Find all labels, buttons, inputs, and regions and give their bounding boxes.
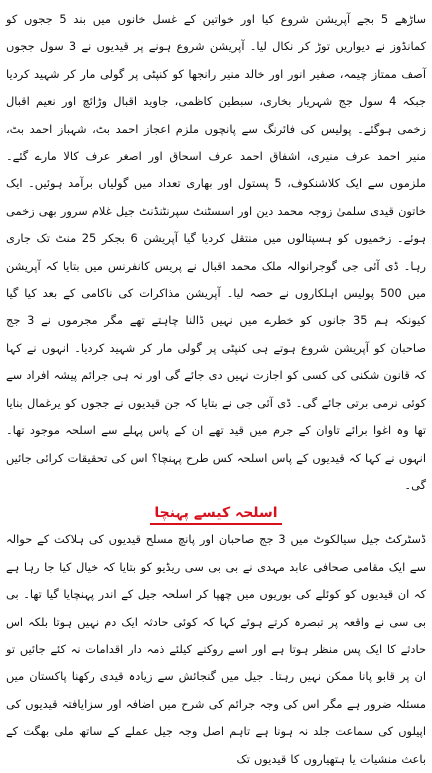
subheading-container xyxy=(6,499,426,525)
article-paragraph-operation: ساڑھے 5 بجے آپریشن شروع کیا اور خواتین کے غسل خانوں میں بند 5 ججوں کو کمانڈوز نے دیواریں توڑ کر نکال لیا۔ آپریشن شروع ہونے پر قیدیوں نے 3 سول ججوں آصف ممتاز چیمہ، صفیر انور اور خالد منیر رانجھا کو کنپٹی پر گولی مار کر شہید کردیا جبکہ 4 سول جج شہریار بخاری، سبطین کاظمی، جاوید اقبال وڑائچ اور نعیم اقبال زخمی ہوگئے۔ پولیس کی فائرنگ سے پانچوں ملزم اعجاز احمد بٹ، شہباز احمد بٹ، منیر احمد عرف منیری، اشفاق احمد عرف اسحاق اور اصغر عرف کالا مارے گئے۔ ملزموں سے ایک کلاشنکوف، 5 پستول اور بھاری تعداد میں گولیاں برآمد ہوئیں۔ ایک خاتون قیدی سلمیٰ زوجہ محمد دین اور اسسٹنٹ سپرنٹنڈنٹ جیل غلام سرور بھی زخمی ہوئے۔ زخمیوں کو ہسپتالوں میں منتقل کردیا گیا آپریشن 6 بجکر 25 منٹ تک جاری رہا۔ ڈی آئی جی گوجرانوالہ ملک محمد اقبال نے پریس کانفرنس میں بتایا کہ آپریشن میں 500 پولیس اہلکاروں نے حصہ لیا۔ آپریشن مذاکرات کی ناکامی کے بعد کیا گیا کیونکہ ہم 35 جانوں کو خطرے میں نہیں ڈالنا چاہتے تھے مگر مجرموں نے 3 جج صاحبان کو آپریشن شروع ہوتے ہی کنپٹی پر گولی مار کر شہید کردیا۔ انہوں نے کہا کہ قانون شکنی کی کسی کو اجازت نہیں دی جائے گی اور نہ ہی جرائم پیشہ افراد سے کوئی نرمی برتی جائے گی۔ ڈی آئی جی نے بتایا کہ جن قیدیوں نے ججوں کو یرغمال بنایا تھا وہ اغوا برائے تاوان کے جرم میں قید تھے ان کے پاس پہلے سے اسلحہ موجود تھا۔ انہوں نے کہا کہ قیدیوں کے پاس اسلحہ کس طرح پہنچا؟ اس کی تحقیقات کرائی جائیں گی۔ xyxy=(6,12,426,492)
subheading-how-weapons-arrived: اسلحہ کیسے پہنچا xyxy=(150,503,281,525)
article-paragraph-weapons: ڈسٹرکٹ جیل سیالکوٹ میں 3 جج صاحبان اور پانچ مسلح قیدیوں کی ہلاکت کے حوالہ سے ایک مقامی صحافی عابد مہدی نے بی بی سی ریڈیو کو بتایا کہ خیال کیا جا رہا ہے کہ ان قیدیوں کو کوئلے کی بوریوں میں چھپا کر اسلحہ جیل کے اندر پہنچایا گیا تھا۔ بی بی سی نے واقعہ پر تبصرہ کرتے ہوئے کہا کہ کوئی حادثہ ایک دم نہیں ہوتا بلکہ اس حادثے کا ایک پس منظر ہوتا ہے اور اسے روکنے کیلئے ذمہ دار اقدامات نہ کئے جائیں تو ان پر قابو پانا ممکن نہیں رہتا۔ جیل میں گنجائش سے زیادہ قیدی رکھنا پاکستان میں مسئلہ ضرور ہے مگر اس کی وجہ جرائم کی شرح میں اضافہ اور سزایافتہ قیدیوں کی اپیلوں کی سماعت جلد نہ ہونا ہے تاہم اصل وجہ جیل عملے کے ساتھ ملی بھگت کے باعث منشیات یا ہتھیاروں کا قیدیوں تک xyxy=(6,532,426,766)
